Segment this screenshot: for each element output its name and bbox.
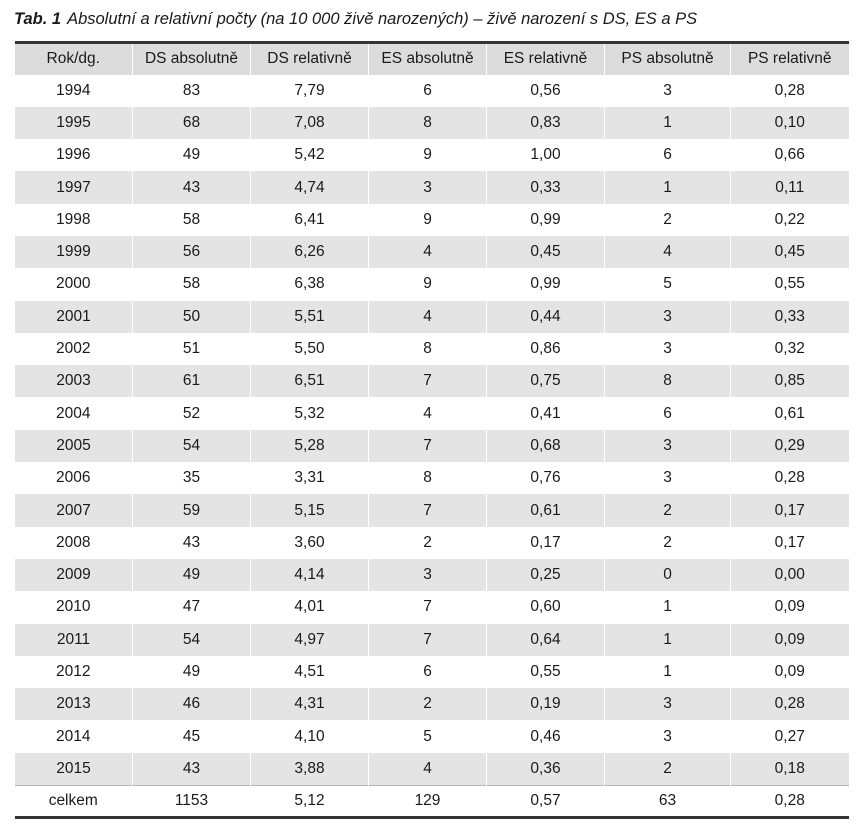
cell-es-relative: 0,68 [487,430,605,462]
cell-ds-relative: 6,51 [251,365,369,397]
total-label: celkem [15,785,133,817]
cell-ds-absolute: 68 [133,107,251,139]
cell-ds-relative: 5,15 [251,494,369,526]
table-row [15,720,849,752]
cell-ps-relative: 0,09 [731,591,849,623]
cell-ds-relative: 6,26 [251,236,369,268]
table-row [15,494,849,526]
cell-ds-relative: 4,31 [251,688,369,720]
cell-ps-absolute: 3 [605,720,731,752]
cell-ds-absolute: 43 [133,171,251,203]
cell-ps-relative: 0,28 [731,688,849,720]
cell-year: 2013 [15,688,133,720]
cell-ds-absolute: 54 [133,624,251,656]
cell-year: 2012 [56,662,91,680]
cell-es-relative: 0,33 [487,171,605,203]
cell-ps-absolute: 3 [605,333,731,365]
cell-ds-absolute: 49 [133,656,251,688]
cell-es-relative: 0,64 [487,624,605,656]
cell-ds-relative: 5,32 [251,397,369,429]
cell-year: 1997 [15,171,133,203]
cell-ps-absolute: 1 [605,171,731,203]
table-row [15,397,849,429]
cell-es-relative: 0,99 [487,204,605,236]
cell-ds-relative: 3,88 [251,753,369,785]
total-cell: 0,57 [487,785,605,817]
cell-es-absolute: 3 [369,171,487,203]
table-row [15,75,849,107]
cell-year: 1995 [15,107,133,139]
cell-ps-absolute: 5 [605,268,731,300]
cell-ps-relative: 0,66 [731,139,849,171]
cell-es-absolute: 3 [369,559,487,591]
cell-es-absolute: 6 [369,656,487,688]
total-cell: 5,12 [251,785,369,817]
cell-es-relative: 0,99 [487,268,605,300]
table-caption [14,6,854,32]
cell-es-absolute: 4 [369,236,487,268]
cell-ps-absolute: 1 [605,624,731,656]
cell-es-relative: 0,83 [487,107,605,139]
header-year: Rok/dg. [46,50,100,68]
table-row [15,527,849,559]
header-ds-absolute: DS absolutně [133,43,251,75]
cell-ds-relative: 5,50 [251,333,369,365]
cell-year: 2007 [15,494,133,526]
cell-es-absolute: 8 [369,107,487,139]
cell-ps-absolute: 2 [605,204,731,236]
cell-year: 2010 [56,598,91,616]
table-row [15,656,849,688]
cell-ps-absolute: 2 [605,494,731,526]
header-es-absolute: ES absolutně [369,43,487,75]
cell-ps-absolute: 1 [605,107,731,139]
cell-ds-relative: 6,38 [251,268,369,300]
cell-ps-relative: 0,18 [731,753,849,785]
header-row [15,43,849,75]
cell-es-relative: 0,60 [487,591,605,623]
cell-ds-absolute: 47 [133,591,251,623]
cell-es-absolute: 7 [369,624,487,656]
table-row [15,333,849,365]
cell-ps-relative: 0,55 [731,268,849,300]
cell-ps-relative: 0,27 [731,720,849,752]
cell-es-relative: 0,41 [487,397,605,429]
total-cell: 0,28 [731,785,849,817]
total-cell: 63 [605,785,731,817]
cell-ps-relative: 0,10 [731,107,849,139]
cell-year: 2009 [15,559,133,591]
cell-year: 2002 [56,340,91,358]
cell-es-relative: 0,19 [487,688,605,720]
cell-ps-relative: 0,29 [731,430,849,462]
cell-ps-relative: 0,17 [731,494,849,526]
cell-year: 1998 [56,210,91,228]
cell-ds-relative: 5,51 [251,301,369,333]
cell-ps-absolute: 3 [605,75,731,107]
cell-ps-absolute: 1 [605,591,731,623]
cell-es-absolute: 7 [369,365,487,397]
cell-ps-relative: 0,09 [731,624,849,656]
table-row [15,139,849,171]
cell-ps-absolute: 4 [605,236,731,268]
cell-es-absolute: 9 [369,268,487,300]
cell-ds-relative: 4,14 [251,559,369,591]
cell-es-relative: 0,44 [487,301,605,333]
cell-ds-relative: 4,74 [251,171,369,203]
cell-ps-relative: 0,61 [731,397,849,429]
cell-ps-relative: 0,22 [731,204,849,236]
cell-es-relative: 0,17 [487,527,605,559]
cell-ds-absolute: 49 [133,559,251,591]
cell-ds-absolute: 43 [133,527,251,559]
cell-ds-absolute: 35 [133,462,251,494]
table-row [15,591,849,623]
table-body [15,75,849,818]
cell-es-relative: 0,45 [487,236,605,268]
cell-es-absolute: 6 [369,75,487,107]
cell-ps-relative: 0,17 [731,527,849,559]
cell-year: 2006 [56,469,91,487]
cell-year: 2001 [15,301,133,333]
table-row [15,624,849,656]
table-row [15,301,849,333]
table-row [15,171,849,203]
table-title: Absolutní a relativní počty (na 10 000 živě narozených) – živě narození s DS, ES a PS [67,10,698,28]
table-row [15,753,849,785]
cell-ps-absolute: 0 [605,559,731,591]
cell-ds-absolute: 45 [133,720,251,752]
cell-ds-relative: 4,01 [251,591,369,623]
cell-ds-absolute: 43 [133,753,251,785]
cell-ps-relative: 0,33 [731,301,849,333]
cell-ds-relative: 7,08 [251,107,369,139]
cell-ps-absolute: 3 [605,301,731,333]
data-table-container [14,41,848,819]
cell-year: 2004 [56,404,91,422]
cell-es-relative: 0,61 [487,494,605,526]
header-ps-absolute: PS absolutně [605,43,731,75]
cell-ds-absolute: 83 [133,75,251,107]
cell-ds-absolute: 52 [133,397,251,429]
table-row [15,268,849,300]
cell-ds-absolute: 54 [133,430,251,462]
cell-es-absolute: 2 [369,527,487,559]
cell-ds-absolute: 49 [133,139,251,171]
cell-year: 2000 [56,275,91,293]
cell-es-absolute: 4 [369,397,487,429]
cell-ps-relative: 0,85 [731,365,849,397]
cell-ps-relative: 0,11 [731,171,849,203]
table-row [15,107,849,139]
cell-ds-absolute: 50 [133,301,251,333]
cell-es-absolute: 5 [369,720,487,752]
table-row [15,462,849,494]
cell-es-relative: 0,55 [487,656,605,688]
table-header [15,43,849,75]
cell-year: 1999 [15,236,133,268]
cell-ds-relative: 3,31 [251,462,369,494]
cell-es-relative: 0,25 [487,559,605,591]
cell-es-relative: 1,00 [487,139,605,171]
data-table [14,41,849,819]
cell-year: 2014 [56,727,91,745]
cell-es-relative: 0,46 [487,720,605,752]
cell-es-absolute: 9 [369,139,487,171]
cell-es-absolute: 8 [369,462,487,494]
cell-ps-absolute: 3 [605,462,731,494]
table-row [15,236,849,268]
table-row [15,688,849,720]
cell-ds-relative: 3,60 [251,527,369,559]
header-ds-relative: DS relativně [251,43,369,75]
table-row [15,430,849,462]
cell-es-absolute: 4 [369,753,487,785]
cell-es-absolute: 2 [369,688,487,720]
cell-ps-absolute: 8 [605,365,731,397]
cell-year: 2008 [56,533,91,551]
table-number: Tab. 1 [14,10,62,28]
cell-ds-absolute: 56 [133,236,251,268]
cell-ds-relative: 4,10 [251,720,369,752]
cell-ps-absolute: 3 [605,688,731,720]
cell-es-absolute: 8 [369,333,487,365]
table-row [15,559,849,591]
cell-ds-absolute: 58 [133,268,251,300]
cell-ds-relative: 7,79 [251,75,369,107]
cell-ds-relative: 4,97 [251,624,369,656]
cell-ps-relative: 0,28 [731,462,849,494]
cell-ds-relative: 4,51 [251,656,369,688]
cell-es-relative: 0,75 [487,365,605,397]
cell-es-relative: 0,36 [487,753,605,785]
cell-ps-absolute: 2 [605,753,731,785]
cell-ds-absolute: 51 [133,333,251,365]
cell-es-absolute: 7 [369,591,487,623]
cell-year: 2003 [15,365,133,397]
cell-ps-absolute: 6 [605,397,731,429]
total-cell: 129 [369,785,487,817]
cell-es-absolute: 4 [369,301,487,333]
cell-year: 2011 [15,624,133,656]
cell-ps-absolute: 1 [605,656,731,688]
cell-ds-absolute: 59 [133,494,251,526]
cell-es-relative: 0,76 [487,462,605,494]
cell-year: 2005 [15,430,133,462]
cell-es-relative: 0,86 [487,333,605,365]
cell-ps-absolute: 2 [605,527,731,559]
header-es-relative: ES relativně [487,43,605,75]
cell-year: 1994 [56,81,91,99]
cell-ps-relative: 0,45 [731,236,849,268]
cell-ps-absolute: 6 [605,139,731,171]
cell-ds-relative: 6,41 [251,204,369,236]
cell-es-absolute: 9 [369,204,487,236]
total-row [15,785,849,817]
cell-year: 2015 [15,753,133,785]
cell-ds-absolute: 46 [133,688,251,720]
cell-year: 1996 [56,146,91,164]
cell-ds-relative: 5,42 [251,139,369,171]
cell-ds-absolute: 58 [133,204,251,236]
cell-ps-relative: 0,09 [731,656,849,688]
cell-ps-absolute: 3 [605,430,731,462]
cell-ps-relative: 0,32 [731,333,849,365]
cell-ds-relative: 5,28 [251,430,369,462]
cell-es-absolute: 7 [369,430,487,462]
cell-es-absolute: 7 [369,494,487,526]
table-row [15,204,849,236]
cell-ps-relative: 0,28 [731,75,849,107]
table-row [15,365,849,397]
header-ps-relative: PS relativně [731,43,849,75]
cell-es-relative: 0,56 [487,75,605,107]
cell-ds-absolute: 61 [133,365,251,397]
cell-ps-relative: 0,00 [731,559,849,591]
total-cell: 1153 [133,785,251,817]
